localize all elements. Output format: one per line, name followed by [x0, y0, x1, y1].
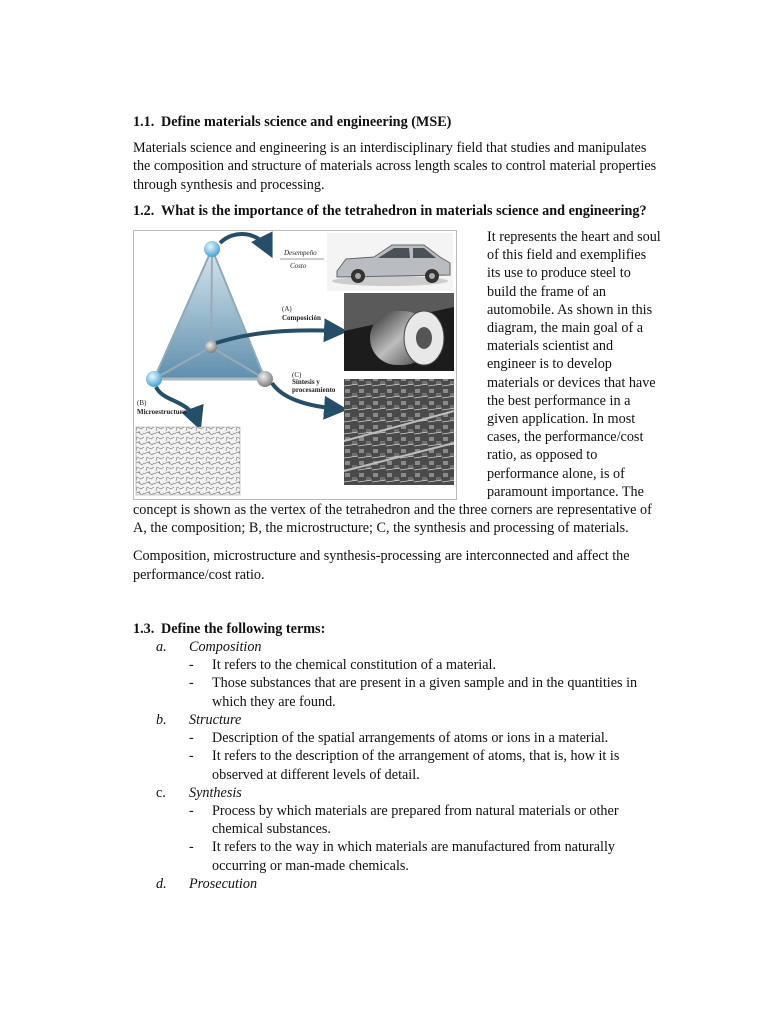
term-item [133, 638, 663, 711]
section-2-body-2: Composition, microstructure and synthesis-processing are interconnected and affect the performance/cost ratio. [133, 548, 630, 583]
section-3-title: Define the following terms: [161, 620, 326, 637]
label-processing: procesamiento [292, 386, 336, 395]
section-1-title: Define materials science and engineering (MSE) [161, 114, 452, 130]
section-2-body: It represents the heart and soul of this field and exemplifies its use to produce steel to build the frame of an automobile. As shown in this diagram, the main goal of a materials scientist and engineer is to develop materials or devices that have the best performance in a given application. In most cases, the performance/cost ratio, as opposed to performance alone, is of paramount importance. The concept is shown as the vertex of the tetrahedron and the three corners are representative of A, the composition; B, the microstructure; C, the synthesis and processing of materials. [133, 229, 661, 537]
term-marker: a. [156, 639, 167, 656]
section-3-heading [133, 620, 663, 638]
label-synthesis: Síntesis y [292, 378, 320, 387]
term-name: Structure [189, 711, 242, 728]
document-page [133, 113, 663, 893]
bullet-item: - Process by which materials are prepared from natural materials or other chemical substances. [189, 802, 663, 838]
term-marker: b. [156, 711, 167, 728]
term-name: Prosecution [189, 875, 258, 892]
section-2-title: What is the importance of the tetrahedron in materials science and engineering? [161, 202, 647, 219]
label-c-letter: (C) [292, 371, 302, 380]
section-2-heading [133, 202, 663, 220]
terms-list [133, 638, 663, 893]
label-b-letter: (B) [137, 399, 147, 408]
microstructure-photo [136, 427, 240, 495]
section-1-body: Materials science and engineering is an interdisciplinary field that studies and manipulates the composition and structure of materials across length scales to control material properties through synthesis and processing. [133, 140, 657, 193]
term-item [133, 784, 663, 875]
label-performance: Desempeño [284, 249, 317, 258]
term-name: Synthesis [189, 784, 242, 801]
bullet-item: - It refers to the way in which materials are manufactured from naturally occurring or man-made chemicals. [189, 838, 663, 874]
term-item [133, 711, 663, 784]
section-2-content [133, 228, 663, 537]
tetrahedron-diagram [134, 231, 456, 499]
tetrahedron-shape [146, 241, 273, 387]
bullet-item: - Description of the spatial arrangements of atoms or ions in a material. [189, 729, 663, 747]
term-marker: d. [156, 875, 167, 892]
term-bullets [189, 656, 663, 711]
bullet-item: - It refers to the description of the arrangement of atoms, that is, how it is observed at different levels of detail. [189, 747, 663, 783]
section-1-number: 1.1. [133, 114, 155, 130]
label-a-letter: (A) [282, 305, 292, 314]
bullet-item: - Those substances that are present in a given sample and in the quantities in which they are found. [189, 674, 663, 710]
bullet-item: - It refers to the chemical constitution of a material. [189, 656, 663, 674]
term-bullets [189, 802, 663, 875]
term-item [133, 875, 663, 893]
section-2-number: 1.2. [133, 202, 155, 219]
tetrahedron-figure [133, 230, 457, 500]
section-3-number: 1.3. [133, 620, 155, 637]
label-composition: Composición [282, 314, 321, 323]
term-marker: c. [156, 784, 166, 801]
steel-coil-photo [344, 293, 454, 371]
label-microstructure: Microestructura [137, 408, 187, 417]
term-bullets [189, 729, 663, 784]
factory-photo [344, 379, 454, 485]
section-1-heading [133, 113, 663, 131]
label-cost: Costo [290, 262, 307, 271]
term-name: Composition [189, 639, 262, 656]
car-photo [327, 233, 453, 291]
